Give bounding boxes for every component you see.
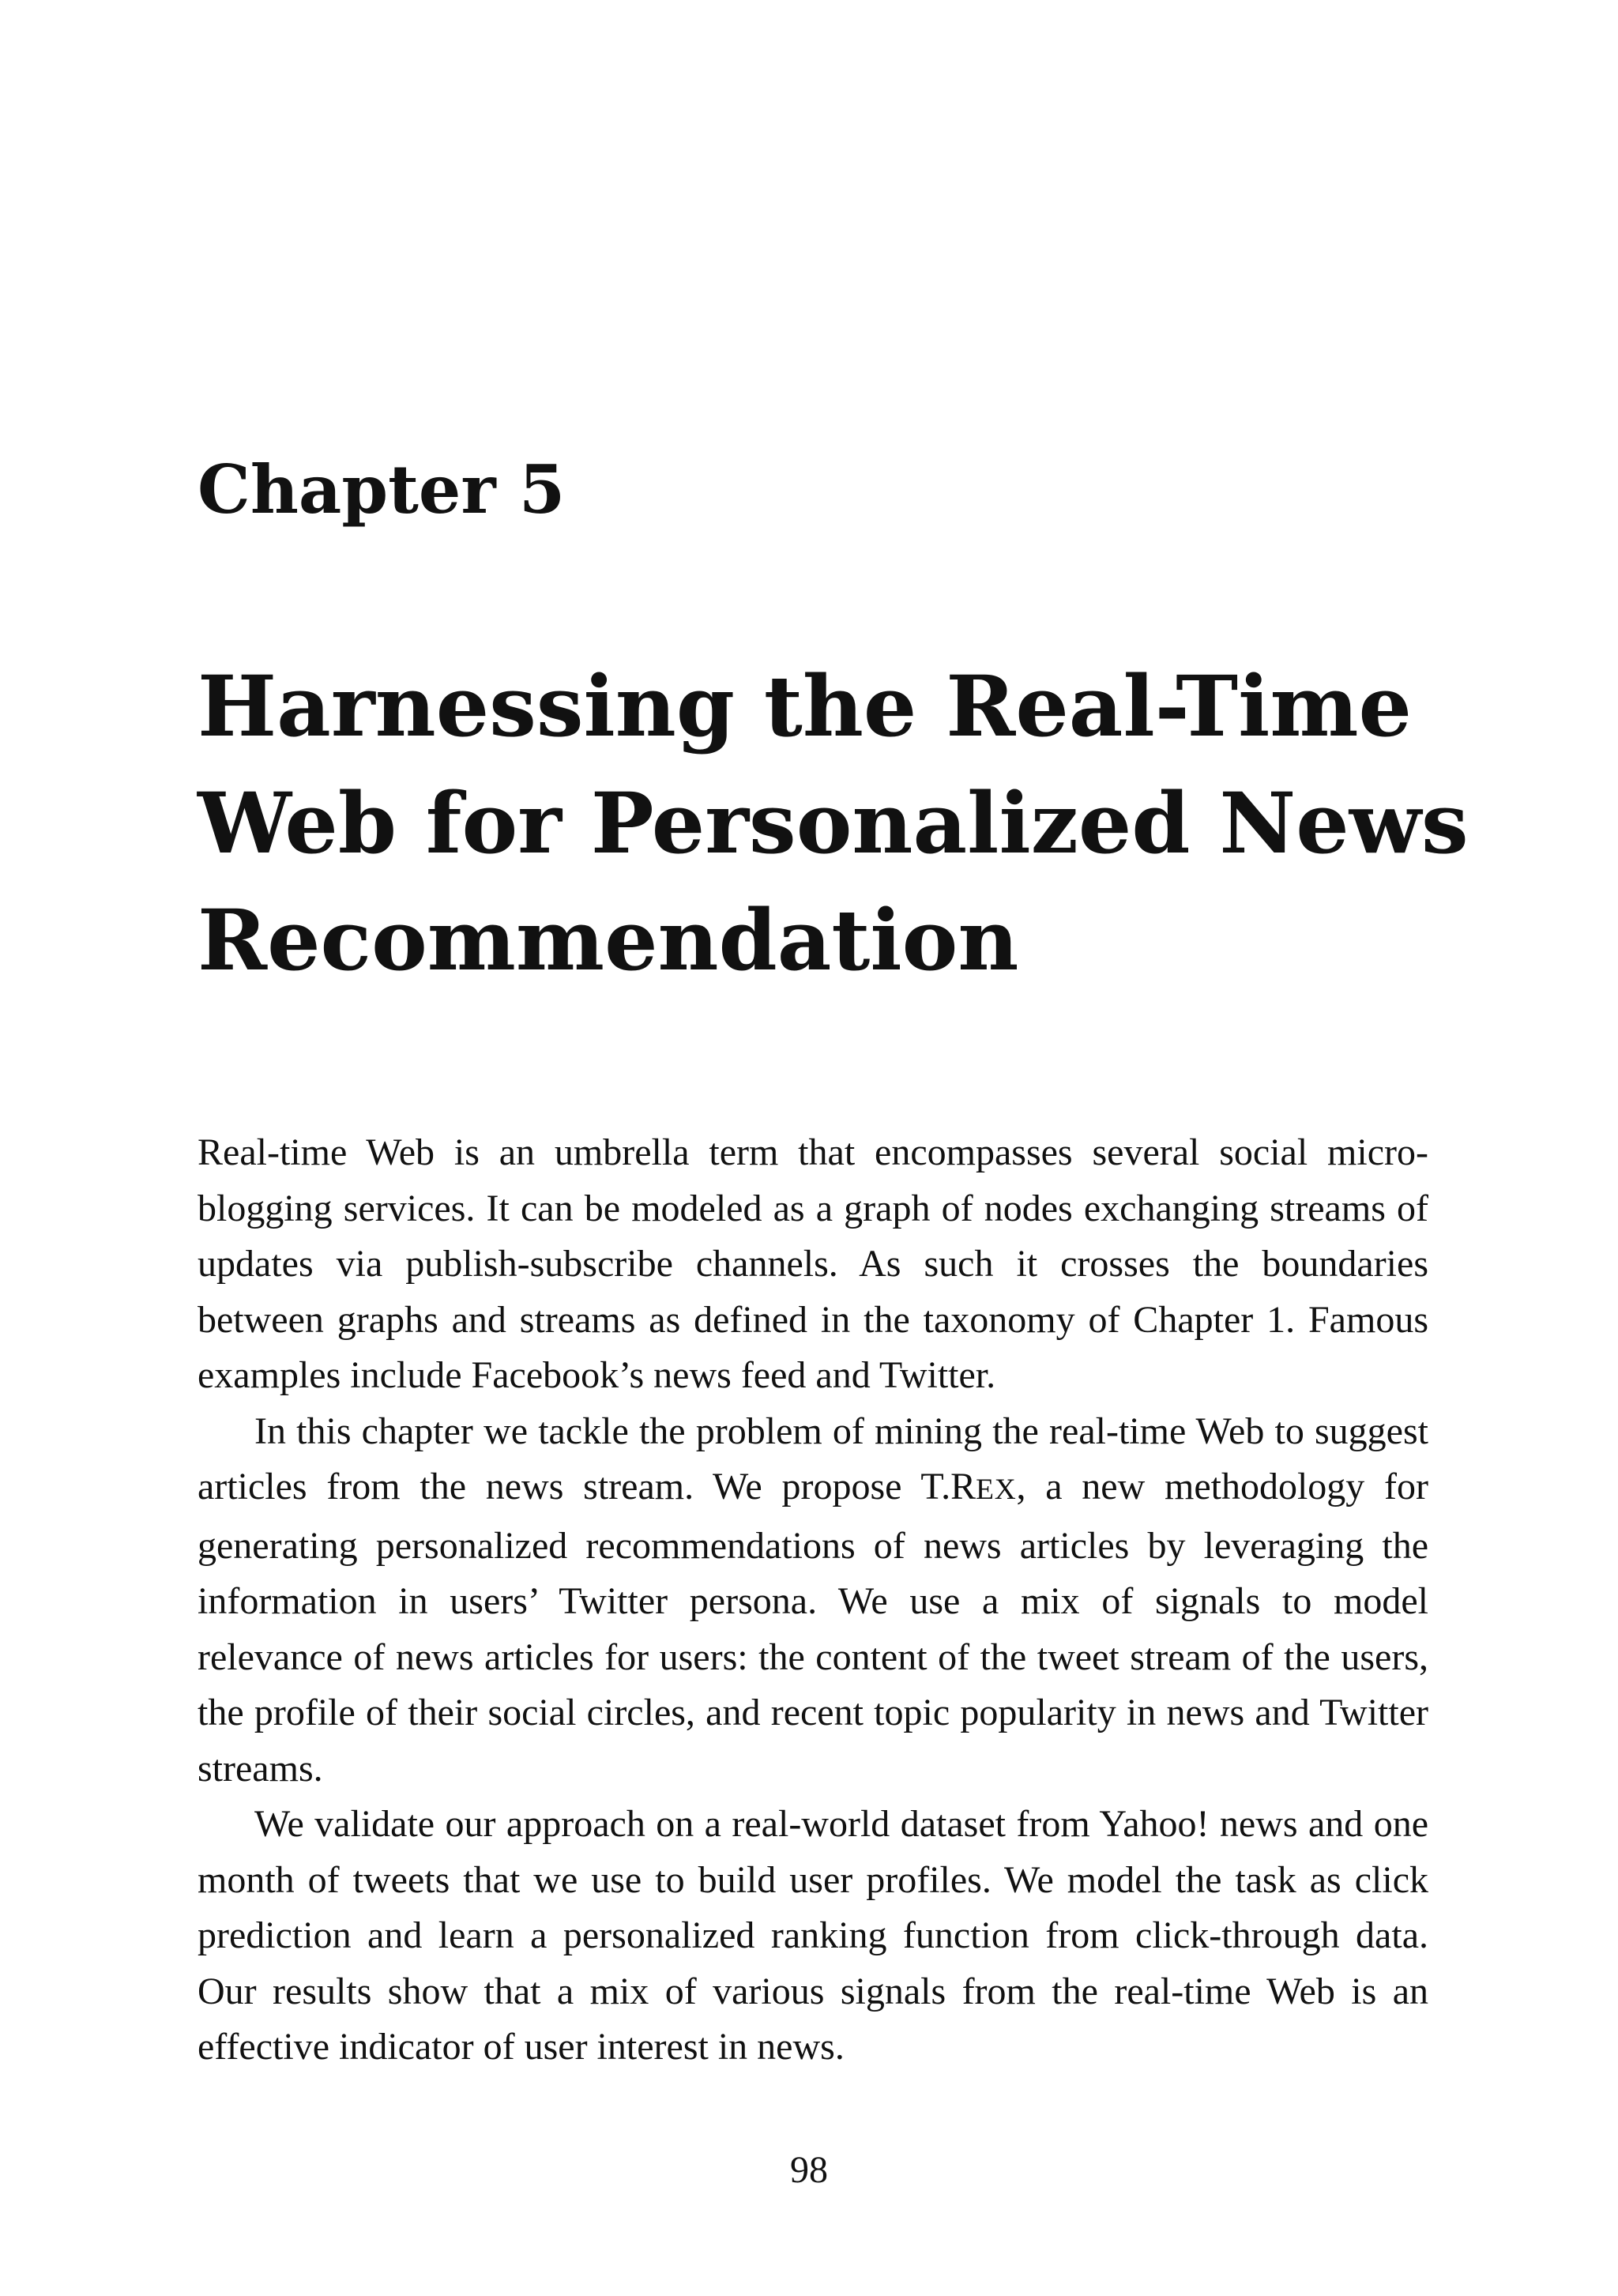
paragraph-2	[198, 1404, 1428, 1797]
paragraph-2-text-before: In this chapter we tackle the problem of mining the real-time Web to suggest articles from the news stream. We propose	[198, 1410, 1428, 1507]
paragraph-2-text-after: , a new methodology for generating personalized recommendations of news articles by leveraging the information in users’ Twitter persona. We use a mix of signals to model relevance of news articles for users: the content of the tweet stream of the users, the profile of their social circles, and recent topic popularity in news and Twitter streams.	[198, 1466, 1428, 1790]
chapter-title-line-2: Web for Personalized News	[198, 773, 1469, 872]
chapter-title-line-1: Harnessing the Real-Time	[198, 657, 1412, 755]
system-name-smallcaps: EX	[976, 1474, 1017, 1506]
chapter-title-line-3: Recommendation	[198, 890, 1019, 989]
page-number: 98	[790, 2149, 828, 2191]
paragraph-3: We validate our approach on a real-world dataset from Yahoo! news and one month of tweets that we use to build user profiles. We model the task as click prediction and learn a personalized ranking function from click-through data. Our results show that a mix of various signals from the real-time Web is an effective indicator of user interest in news.	[198, 1803, 1428, 2068]
system-name-first: T.R	[920, 1466, 976, 1507]
chapter-intro-text	[198, 1125, 1428, 2076]
chapter-title	[198, 648, 1469, 999]
paragraph-1: Real-time Web is an umbrella term that encompasses several social microblogging services. It can be modeled as a graph of nodes exchanging streams of updates via publish-subscribe channels. As such it crosses the boundaries between graphs and streams as defined in the taxonomy of Chapter 1. Famous examples include Facebook’s news feed and Twitter.	[198, 1131, 1428, 1396]
chapter-label: Chapter 5	[198, 450, 566, 529]
